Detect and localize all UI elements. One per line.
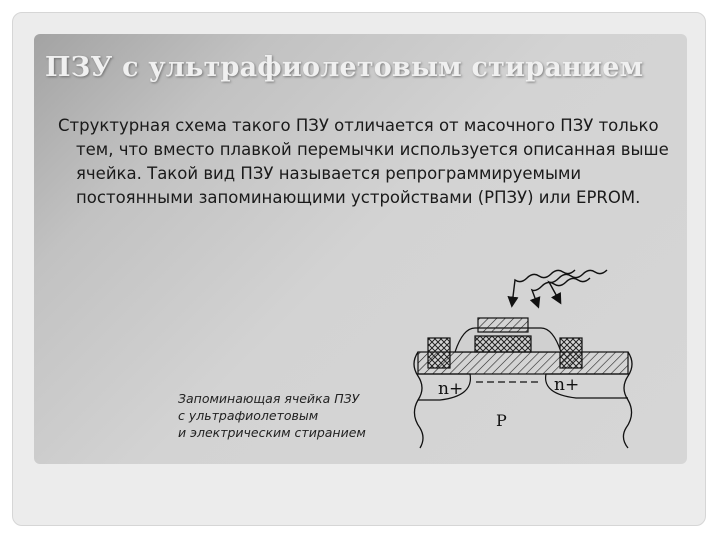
uv-light-rays xyxy=(512,270,607,306)
caption-line-2: с ультрафиолетовым xyxy=(178,408,319,423)
uv-ray-1 xyxy=(512,270,575,305)
slide-title: ПЗУ с ультрафиолетовым стиранием xyxy=(45,52,644,83)
floating-gate xyxy=(475,336,531,352)
substrate-label: P xyxy=(496,411,507,430)
source-contact xyxy=(428,338,450,368)
drain-label: n+ xyxy=(554,375,580,395)
drain-contact xyxy=(560,338,582,368)
source-label: n+ xyxy=(438,379,464,399)
caption-line-1: Запоминающая ячейка ПЗУ xyxy=(178,391,360,406)
caption-line-3: и электрическим стиранием xyxy=(178,425,366,440)
slide-body-text: Структурная схема такого ПЗУ отличается от масочного ПЗУ только тем, что вместо плавкой перемычки используется описанная выше ячейка. Такой вид ПЗУ называется репрограммируемыми постоянными запоминающими устройствами (РПЗУ) или EPROM. xyxy=(58,116,669,207)
uv-ray-2 xyxy=(532,278,590,306)
control-gate xyxy=(478,318,528,332)
